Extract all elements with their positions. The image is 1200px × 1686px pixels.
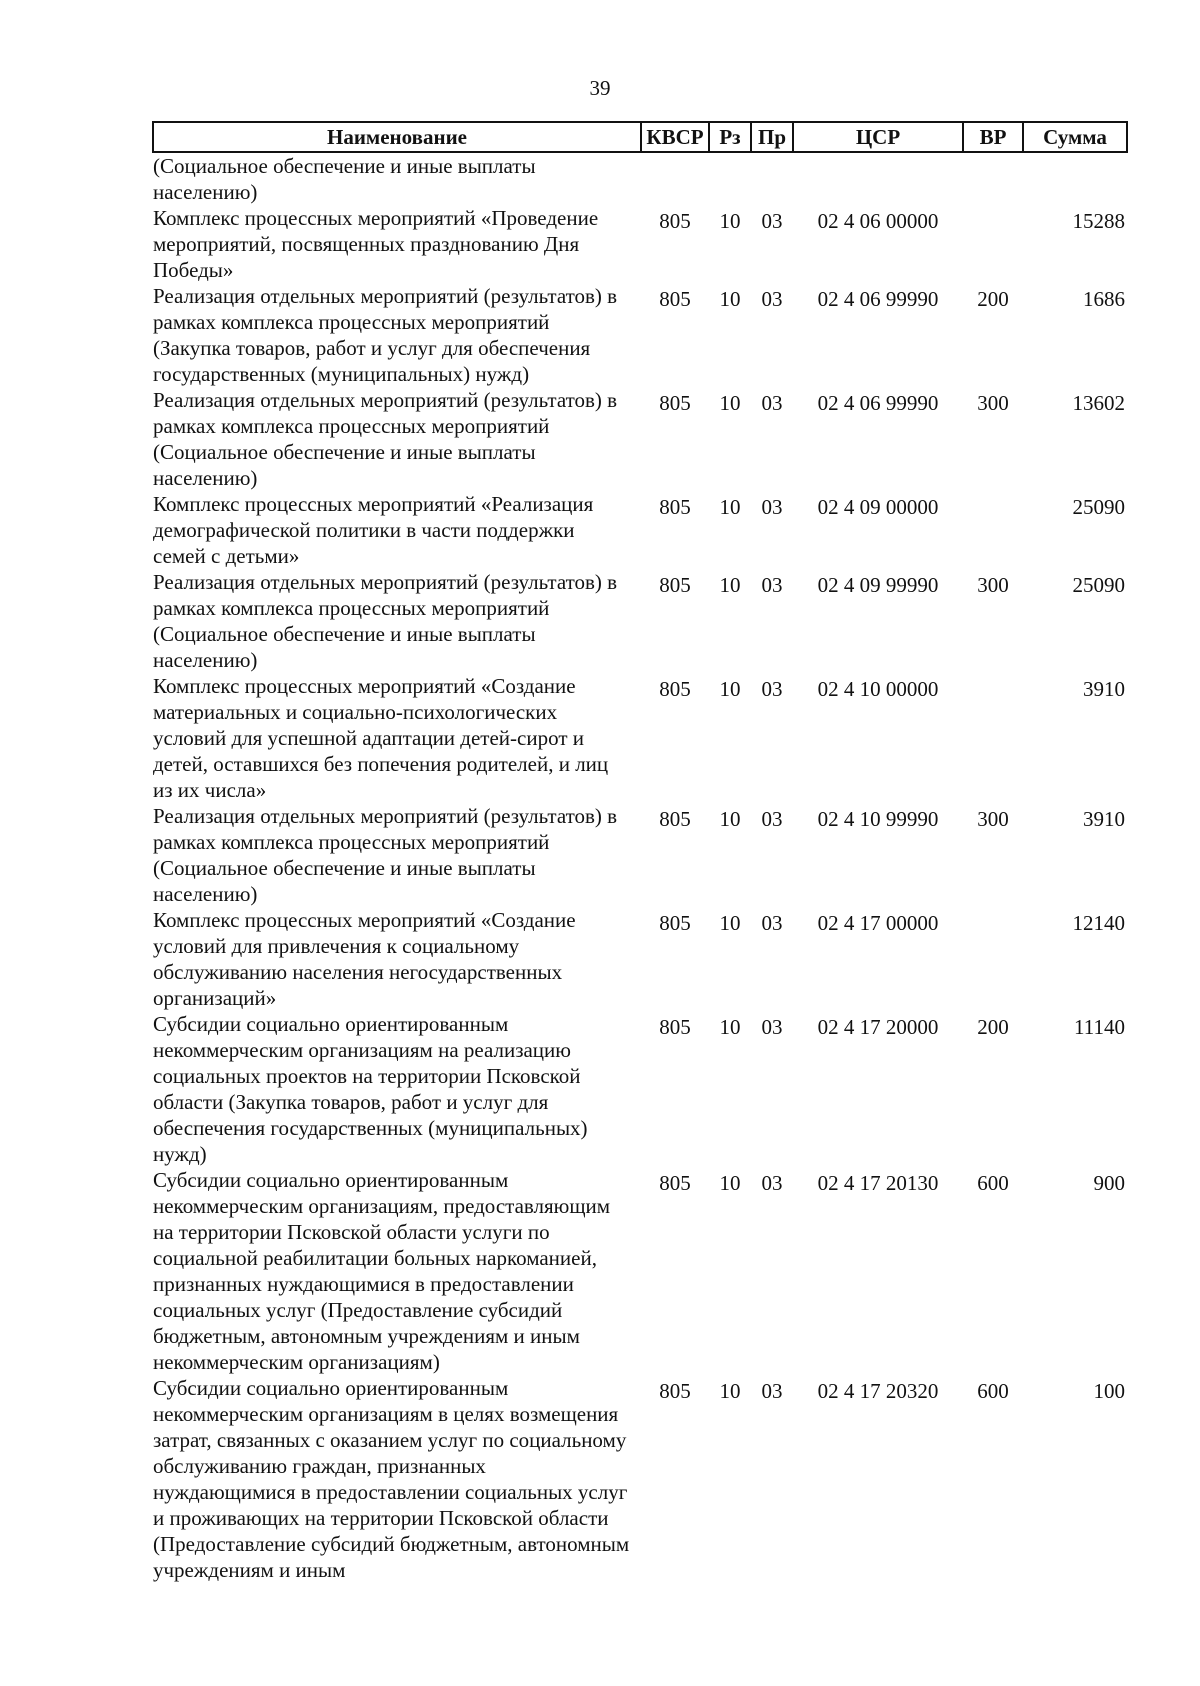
header-vr: ВР [963, 122, 1023, 152]
cell-rz: 10 [719, 573, 741, 597]
cell-pr: 03 [761, 495, 783, 519]
cell-pr: 03 [761, 911, 783, 935]
cell-rz: 10 [719, 1379, 741, 1403]
cell-kvsr: 805 [659, 1015, 691, 1039]
cell-rz: 10 [719, 1015, 741, 1039]
cell-pr: 03 [761, 677, 783, 701]
cell-csr: 02 4 17 20000 [817, 1015, 939, 1039]
cell-sum: 11140 [1074, 1015, 1125, 1039]
cell-name: Реализация отдельных мероприятий (результатов) в рамках комплекса процессных мероприятий (Социальное обеспечение и иные выплаты населению) [153, 570, 618, 672]
cell-sum: 3910 [1083, 807, 1125, 831]
cell-sum: 900 [1093, 1171, 1125, 1195]
cell-vr [963, 491, 1023, 569]
cell-pr: 03 [761, 1171, 783, 1195]
cell-rz: 10 [719, 209, 741, 233]
budget-table [152, 121, 1128, 1583]
cell-name: (Социальное обеспечение и иные выплаты населению) [153, 154, 536, 204]
cell-kvsr: 805 [659, 287, 691, 311]
cell-csr: 02 4 09 99990 [817, 573, 939, 597]
cell-sum: 25090 [1072, 573, 1125, 597]
cell-vr: 200 [977, 287, 1009, 311]
cell-rz: 10 [719, 807, 741, 831]
cell-sum [1023, 152, 1127, 205]
cell-sum: 13602 [1072, 391, 1125, 415]
header-kvsr: КВСР [641, 122, 709, 152]
table-row [153, 491, 1127, 569]
cell-rz: 10 [719, 677, 741, 701]
cell-pr [751, 152, 793, 205]
cell-name: Реализация отдельных мероприятий (результатов) в рамках комплекса процессных мероприятий (Социальное обеспечение и иные выплаты населению) [153, 804, 618, 906]
page-number: 39 [589, 76, 611, 100]
table-row [153, 152, 1127, 205]
cell-sum: 3910 [1083, 677, 1125, 701]
cell-pr: 03 [761, 1379, 783, 1403]
cell-vr [963, 205, 1023, 283]
cell-kvsr [641, 152, 709, 205]
cell-csr [793, 152, 963, 205]
table-row [153, 1011, 1127, 1167]
table-row [153, 205, 1127, 283]
cell-name: Комплекс процессных мероприятий «Создание материальных и социально-психологических условий для успешной адаптации детей-сирот и детей, оставшихся без попечения родителей, и лиц из их числа» [153, 674, 609, 802]
cell-vr [963, 907, 1023, 1011]
header-rz: Рз [709, 122, 751, 152]
cell-name: Реализация отдельных мероприятий (результатов) в рамках комплекса процессных мероприятий (Закупка товаров, работ и услуг для обеспечения государственных (муниципальных) нужд) [153, 284, 618, 386]
cell-kvsr: 805 [659, 391, 691, 415]
cell-csr: 02 4 10 99990 [817, 807, 939, 831]
cell-name: Субсидии социально ориентированным некоммерческим организациям на реализацию социальных проектов на территории Псковской области (Закупка товаров, работ и услуг для обеспечения государственных (муниципальных) нужд) [153, 1012, 588, 1166]
header-name: Наименование [153, 122, 641, 152]
cell-vr: 300 [977, 391, 1009, 415]
cell-rz: 10 [719, 391, 741, 415]
cell-pr: 03 [761, 807, 783, 831]
cell-pr: 03 [761, 209, 783, 233]
cell-rz: 10 [719, 911, 741, 935]
table-row [153, 803, 1127, 907]
cell-csr: 02 4 17 20320 [817, 1379, 939, 1403]
cell-kvsr: 805 [659, 573, 691, 597]
table-row [153, 1167, 1127, 1375]
cell-csr: 02 4 06 99990 [817, 287, 939, 311]
cell-sum: 15288 [1072, 209, 1125, 233]
cell-csr: 02 4 06 99990 [817, 391, 939, 415]
cell-kvsr: 805 [659, 911, 691, 935]
cell-pr: 03 [761, 1015, 783, 1039]
cell-pr: 03 [761, 573, 783, 597]
cell-name: Субсидии социально ориентированным некоммерческим организациям в целях возмещения затрат, связанных с оказанием услуг по социальному обслуживанию граждан, признанных нуждающимися в предоставлении социальных услуг и проживающих на территории Псковской области (Предоставление субсидий бюджетным, автономным учреждениям и иным [153, 1376, 630, 1582]
cell-rz [709, 152, 751, 205]
cell-sum: 100 [1093, 1379, 1125, 1403]
cell-sum: 1686 [1083, 287, 1125, 311]
cell-kvsr: 805 [659, 1379, 691, 1403]
cell-csr: 02 4 06 00000 [817, 209, 939, 233]
cell-name: Комплекс процессных мероприятий «Реализация демографической политики в части поддержки семей с детьми» [153, 492, 594, 568]
cell-rz: 10 [719, 495, 741, 519]
cell-pr: 03 [761, 287, 783, 311]
cell-kvsr: 805 [659, 677, 691, 701]
cell-vr [963, 152, 1023, 205]
table-row [153, 283, 1127, 387]
cell-csr: 02 4 17 00000 [817, 911, 939, 935]
table-row [153, 569, 1127, 673]
cell-kvsr: 805 [659, 495, 691, 519]
cell-rz: 10 [719, 1171, 741, 1195]
cell-name: Комплекс процессных мероприятий «Создание условий для привлечения к социальному обслуживанию населения негосударственных организаций» [153, 908, 576, 1010]
table-header-row [153, 122, 1127, 152]
cell-vr: 600 [977, 1171, 1009, 1195]
cell-sum: 12140 [1072, 911, 1125, 935]
cell-vr: 200 [977, 1015, 1009, 1039]
cell-vr: 300 [977, 807, 1009, 831]
cell-csr: 02 4 17 20130 [817, 1171, 939, 1195]
table-row [153, 673, 1127, 803]
header-csr: ЦСР [793, 122, 963, 152]
table-row [153, 1375, 1127, 1583]
cell-vr: 300 [977, 573, 1009, 597]
table-row [153, 907, 1127, 1011]
cell-vr: 600 [977, 1379, 1009, 1403]
cell-sum: 25090 [1072, 495, 1125, 519]
cell-vr [963, 673, 1023, 803]
cell-rz: 10 [719, 287, 741, 311]
cell-kvsr: 805 [659, 807, 691, 831]
header-pr: Пр [751, 122, 793, 152]
header-sum: Сумма [1023, 122, 1127, 152]
cell-name: Комплекс процессных мероприятий «Проведение мероприятий, посвященных празднованию Дня Победы» [153, 206, 599, 282]
cell-csr: 02 4 10 00000 [817, 677, 939, 701]
cell-kvsr: 805 [659, 209, 691, 233]
cell-name: Реализация отдельных мероприятий (результатов) в рамках комплекса процессных мероприятий (Социальное обеспечение и иные выплаты населению) [153, 388, 618, 490]
cell-pr: 03 [761, 391, 783, 415]
cell-kvsr: 805 [659, 1171, 691, 1195]
cell-name: Субсидии социально ориентированным некоммерческим организациям, предоставляющим на территории Псковской области услуги по социальной реабилитации больных наркоманией, признанных нуждающимися в предоставлении социальных услуг (Предоставление субсидий бюджетным, автономным учреждениям и иным некоммерческим организациям) [153, 1168, 611, 1374]
table-row [153, 387, 1127, 491]
cell-csr: 02 4 09 00000 [817, 495, 939, 519]
